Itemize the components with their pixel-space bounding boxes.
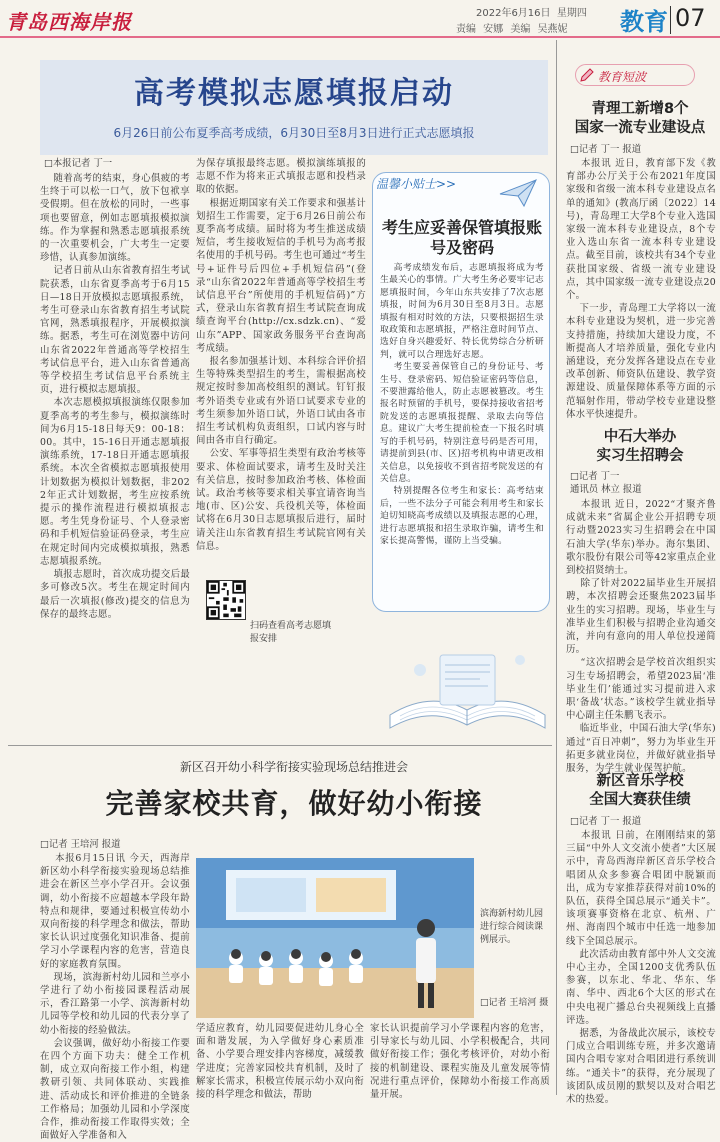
- sidebar-flag: 教育短波: [598, 70, 647, 84]
- photo-caption: 滨海新村幼儿园进行综合阅读课例展示。: [480, 909, 544, 945]
- main-headline: 高考模拟志愿填报启动: [134, 76, 454, 111]
- paper-plane-icon: [498, 178, 538, 208]
- article2-headline: 完善家校共育，做好幼小衔接: [105, 787, 483, 820]
- section-name: 教育: [620, 8, 668, 36]
- pencil-icon: [578, 66, 596, 84]
- qr-code-icon: [207, 581, 245, 619]
- sidebar-item-3-body: 本报讯 日前，在刚刚结束的第三届“中外人文交流小使者”大区展示中，青岛西海岸新区音乐学校合唱团从众多参赛合唱团中脱颖而出，成为专家推荐获得对前10%的队伍，获得全国总展示“通关卡”。该项赛事资格在北京、杭州、广州、海南四个城市中任选一地参加线下全国总展示。 此次活动由教育部中外人文交流中心主办，全国1200支优秀队伍参赛，以东北、华北、华东、华南、华中、西北6个大区的形式在中央电视广播总台央视频线上直播评选。 据悉，为备战此次展示，该校专门成立合唱训练专班，并多次邀请国内合唱专家对合唱团进行系统训练。“通关卡”的获得，充分展现了该团队成员刚的默契以及对合唱艺术的热爱。: [566, 830, 717, 1106]
- article2-body-column-1: 本报6月15日讯 今天，西海岸新区幼小科学衔接实验现场总结推进会在新区兰亭小学召开。会议强调，幼小衔接不应超越本学段年龄特点和规律，要通过积极宣传幼小双向衔接的科学理念和做法，帮助家长认识过度强化知识准备、提前学习小学课程内容的危害，营造良好的家庭教育氛围。 现场，滨海新村幼儿园和兰亭小学进行了幼小衔接园课程活动展示，香江路第一小学、滨海新村幼儿园等学校和幼儿园的代表分享了幼小衔接的经验做法。 会议强调，做好幼小衔接工作要在四个方面下功夫：健全工作机制，成立双向衔接工作小组，构建教研引领、共同体联动、实践推进、活动成长和评价推进的全链条工作格局；加强幼儿园和小学深度合作，推动衔接工作取得实效；全面做好入学准备和入: [40, 853, 191, 1142]
- sidebar-item-3-byline: □记者 丁一 报道: [570, 816, 642, 827]
- tip-body: 高考成绩发布后，志愿填报将成为考生最关心的事情。广大考生务必要牢记志愿填报时间，今年山东共安排了7次志愿填报，时间为6月30日至8月3日。志愿填报有相对时效的方法，只要根据招生录取政策和志愿填报，严格注意时间节点、选好自身兴趣爱好、特长优势综合分析研判，就可以合理选好志愿。 考生要妥善保管自己的身份证号、考生号、登录密码、短信验证密码等信息，不要泄露给他人，防止志愿被篡改。考生报名时预留的手机号，要保持接收省招考院发送的志愿填报提醒、录取去向等信息。建议广大考生提前检查一下报名时填写的手机号码，特别注意号码是否可用，请提前到县(市、区)招考机构申请更改相关信息，以免接收不到省招考院发送的有关信息。 特别提醒各位考生和家长：高考结束后，一些不法分子可能会利用考生和家长迫切知晓高考成绩以及填报志愿的心理，进行志愿填报和招生录取诈骗，请考生和家长提高警惕，谨防上当受骗。: [380, 263, 544, 546]
- article2-kicker: 新区召开幼小科学衔接实验现场总结推进会: [179, 760, 408, 774]
- editors-credit: 责编 安娜 美编 吴燕妮: [456, 24, 568, 35]
- issue-weekday: 星期四: [556, 8, 587, 19]
- header-divider: [670, 6, 671, 34]
- open-book-illustration: [380, 620, 555, 740]
- issue-date: [476, 4, 587, 19]
- column-divider: [556, 40, 557, 1095]
- issue-date-text: 2022年6月16日: [476, 8, 551, 19]
- masthead-logo: 青岛西海岸报: [6, 10, 132, 34]
- sidebar-item-3-title: 新区音乐学校 全国大赛获佳绩: [589, 773, 691, 808]
- main-body-column-1: 随着高考的结束，身心俱疲的考生终于可以松一口气，放下包袱享受假期。但在放松的同时，一些事项也要留意，例如志愿填报模拟演练。作为掌握和熟悉志愿填报系统的一次重要机会，广大考生一定要珍惜，认真参加演练。 记者日前从山东省教育招生考试院获悉，山东省夏季高考于6月15日—18日开放模拟志愿填报系统，考生可登录山东省教育招生考试院官网，熟悉填报程序，开展模拟演练。据悉，考生可在浏览器中访问山东省2022年普通高等学校招生考试信息平台，进入山东省普通高等学校招生考试信息平台系统主页，进行模拟志愿填报。 本次志愿模拟填报演练仅限参加夏季高考的考生参与，模拟演练时间为6月15-18日每天9：00-18：00。其中，15-16日开通志愿填报演练系统，17-18日开通志愿填报系统。本次全省模拟志愿填报使用计划数据为模拟计划数据，非2022年正式计划数据，考生应按系统提示的操作流程进行模拟填报志愿。考生凭身份证号、个人登录密码和手机短信验证码登录，考生应在规定时间内完成模拟填报，熟悉志愿填报系统。 填报志愿时，首次成功提交后最多可修改5次。考生在规定时间内最后一次填报(修改)提交的信息为保存的最终志愿。: [40, 173, 191, 620]
- qr-caption: 扫码查看高考志愿填报安排: [250, 621, 332, 644]
- sidebar-item-2-title: 中石大举办 实习生招聘会: [596, 429, 684, 464]
- main-byline: □本报记者 丁一: [44, 158, 113, 169]
- sidebar-item-2-body: 本报讯 近日，2022“才聚齐鲁 成就未来”省属企业公开招聘专项行动暨2023实习生招聘会在中国石油大学(华东)举办。海尔集团、歌尔股份有限公司等42家重点企业到校招贤纳士。 除了针对2022届毕业生开展招聘，本次招聘会还聚焦2023届毕业生的实习招聘。现场，毕业生与准毕业生们积极与招聘企业沟通交流，并向有意向的用人单位投递简历。 “这次招聘会是学校首次组织实习生专场招聘会，希望2023届‘准毕业生们’能通过实习提前进入求职‘备战’状态。”该校学生就业指导中心副主任朱鹏飞表示。 临近毕业，中国石油大学(华东)通过“百日冲刺”，努力为毕业生开拓更多就业岗位，并做好就业指导服务，为学生就业保驾护航。: [566, 499, 717, 775]
- sidebar-item-1-byline: □记者 丁一 报道: [570, 144, 642, 155]
- kindergarten-photo: [196, 858, 474, 1018]
- main-subheadline: 6月26日前公布夏季高考成绩，6月30日至8月3日进行正式志愿填报: [113, 126, 475, 140]
- article2-body-column-2: 学适应教育，幼儿园要促进幼儿身心全面和谐发展，为入学做好身心素质准备、小学要合理安排内容梯度，减缓教学进度；完善家园校共育机制，及时了解家长需求，积极宣传展示幼小双向衔接的科学理念和做法，帮助: [196, 1023, 364, 1101]
- article-divider: [8, 745, 552, 746]
- classroom-scene-image: [196, 858, 474, 1018]
- qr-code[interactable]: [206, 580, 246, 620]
- tip-title: 考生应妥善保管填报账号及密码: [381, 218, 542, 257]
- main-body-column-2: 为保存填报最终志愿。模拟演练填报的志愿不作为将来正式填报志愿和投档录取的依据。 根据近期国家有关工作要求和强基计划招生工作需要，定于6月26日前公布夏季高考成绩。届时将为考生推送成绩短信，考生接收短信的手机号为高考报名使用的手机号码。考生也可通过“考生号+证件号后四位+手机短信码”(登录“山东省2022年普通高等学校招生考试信息平台”所使用的手机短信码)”方式，登录山东省教育招生考试院查询成绩查询平台(http://cx.sdzk.cn)、“爱山东”APP、国家政务服务平台查询高考成绩。 报名参加强基计划、本科综合评价招生等特殊类型招生的考生，需根据高校规定按时参加高校组织的测试。钉钉报考外语类专业或有外语口试要求专业的考生须参加外语口试，外语口试由各市招生考试机构负责组织，口试内容与时间由各市自行确定。 公安、军事等招生类型有政治考核等要求、体检面试要求，请考生及时关注有关信息，按时参加政治考核、体检面试。政治考核等要求相关事宜请咨询当地(市、区)公安、兵役机关等，体检面试将在6月30日志愿填报后进行，届时请关注山东省教育招生考试院官网有关信息。: [196, 158, 366, 552]
- article2-byline: □记者 王培河 报道: [40, 839, 121, 850]
- sidebar-item-2-byline: □记者 丁一 通讯员 林立 报道: [570, 471, 642, 495]
- tip-flag: 温馨小贴士>>: [376, 177, 457, 191]
- sidebar-item-1-title: 青理工新增8个 国家一流专业建设点: [574, 101, 706, 136]
- sidebar-item-1-body: 本报讯 近日，教育部下发《教育部办公厅关于公布2021年度国家级和省级一流本科专业建设点名单的通知》(教高厅函〔2022〕14号)，青岛理工大学8个专业入选国家级一流本科专业建设点，8个专业入选山东省一流本科专业建设点。截至目前，该校共有34个专业获批国家级、省级一流专业建设点，其中国家级一流专业建设点20个。 下一步，青岛理工大学将以一流本科专业建设为契机，进一步完善支持措施，持续加大建设力度，不断提高人才培养质量，强化专业内涵建设，充分发挥各建设点在专业改革创新、师资队伍建设、教学资源建设、质量保障体系等方面的示范辐射作用，带动学校专业建设整体水平快速提升。: [566, 158, 717, 420]
- page-number: 07: [675, 4, 706, 32]
- article2-body-column-3: 家长认识提前学习小学课程内容的危害，引导家长与幼儿园、小学积极配合，共同做好衔接工作；强化考核评价，对幼小衔接的机制建设、课程实施及儿童发展等情况进行重点评价，保障幼小衔接工作高质量开展。: [370, 1023, 550, 1101]
- photo-credit: □记者 王培河 摄: [480, 998, 549, 1008]
